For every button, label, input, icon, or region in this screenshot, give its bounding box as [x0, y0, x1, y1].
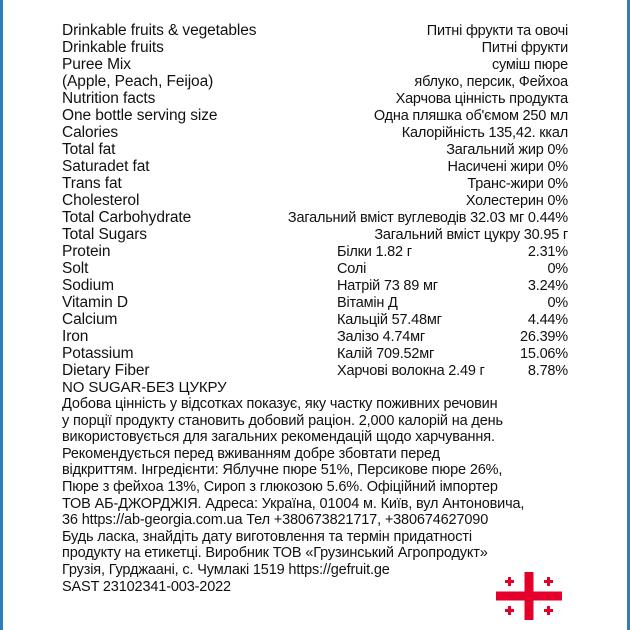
ukrainian-text: суміш пюре: [491, 57, 568, 73]
english-text: Solt: [62, 260, 89, 277]
paragraph-line: продукту на етикетці. Виробник ТОВ «Грузинський Агропродукт»: [62, 545, 488, 562]
label-row: [62, 192, 568, 209]
ukrainian-text: Насичені жири 0%: [447, 159, 568, 175]
ukrainian-text: Кальцій 57.48мг: [337, 312, 442, 328]
english-text: Vitamin D: [62, 294, 129, 311]
ukrainian-text: яблуко, персик, Фейхоа: [414, 74, 568, 90]
ukrainian-text: Натрій 73 89 мг: [337, 278, 438, 294]
ukrainian-text: Білки 1.82 г: [337, 244, 412, 260]
english-text: Calcium: [62, 311, 118, 328]
percent-value: 4.44%: [527, 312, 568, 328]
label-row: [62, 56, 568, 73]
paragraph-line: 36 https://ab-georgia.com.ua Тел +380673821717, +380674627090: [62, 512, 489, 529]
label-row: [62, 209, 568, 226]
percent-value: 8.78%: [527, 363, 568, 379]
nutrient-rows: [62, 243, 568, 379]
english-text: Total fat: [62, 141, 116, 158]
ukrainian-text: Загальний жир 0%: [446, 142, 568, 158]
paragraph-line: Пюре з фейхоа 13%, Сироп з глюкозою 5.6%. Офіційний імпортер: [62, 478, 498, 495]
paragraph-line: SAST 23102341-003-2022: [62, 578, 231, 595]
label-row: [62, 124, 568, 141]
english-text: Nutrition facts: [62, 90, 156, 107]
percent-value: 0%: [547, 261, 568, 277]
english-text: Drinkable fruits & vegetables: [62, 22, 257, 39]
percent-value: 0%: [547, 295, 568, 311]
paragraph-line: Добова цінність у відсотках показує, яку частку поживних речовин: [62, 396, 498, 412]
percent-value: 2.31%: [527, 244, 568, 260]
ukrainian-text: Холестерин 0%: [465, 193, 568, 209]
nutrient-row: [62, 277, 568, 294]
label-row: [62, 158, 568, 175]
top-rows: [62, 22, 568, 243]
english-text: Trans fat: [62, 175, 122, 192]
label-row: [62, 175, 568, 192]
georgian-flag-icon: [496, 572, 562, 620]
nutrition-label: [62, 22, 568, 595]
label-row: [62, 90, 568, 107]
english-text: Drinkable fruits: [62, 39, 164, 56]
english-text: Potassium: [62, 345, 134, 362]
left-border: [0, 0, 3, 630]
nutrient-row: [62, 328, 568, 345]
percent-value: 3.24%: [527, 278, 568, 294]
label-row: [62, 39, 568, 56]
ukrainian-text: Питні фрукти: [481, 40, 568, 56]
paragraph-line: ТОВ АБ-ДЖОРДЖІЯ. Адреса: Україна, 01004 м. Київ, вул Антоновича,: [62, 495, 525, 512]
label-row: [62, 107, 568, 124]
info-paragraph: [62, 396, 568, 595]
english-text: Protein: [62, 243, 111, 260]
paragraph-line: Грузія, Гурджаані, с. Чумлакі 1519 https://gefruit.ge: [62, 561, 390, 578]
label-row: [62, 141, 568, 158]
ukrainian-text: Харчові волокна 2.49 г: [337, 363, 485, 379]
ukrainian-text: Харчова цінність продукта: [395, 91, 568, 107]
percent-value: 26.39%: [520, 329, 568, 345]
english-text: Calories: [62, 124, 119, 141]
nutrient-row: [62, 243, 568, 260]
ukrainian-text: Одна пляшка об'ємом 250 мл: [373, 108, 568, 124]
nutrient-row: [62, 260, 568, 277]
ukrainian-text: Питні фрукти та овочі: [426, 23, 568, 39]
english-text: One bottle serving size: [62, 107, 218, 124]
nutrient-row: [62, 311, 568, 328]
english-text: (Apple, Peach, Feijoa): [62, 73, 214, 90]
english-text: Puree Mix: [62, 56, 131, 73]
paragraph-line: відкриттям. Інгредієнти: Яблучне пюре 51%, Персикове пюре 26%,: [62, 462, 503, 479]
ukrainian-text: Калорійність 135,42. ккал: [401, 125, 568, 141]
nutrient-row: [62, 294, 568, 311]
english-text: Total Sugars: [62, 226, 147, 243]
ukrainian-text: Загальний вміст цукру 30.95 г: [374, 227, 568, 243]
ukrainian-text: Транс-жири 0%: [467, 176, 568, 192]
nutrient-row: [62, 345, 568, 362]
label-row: [62, 73, 568, 90]
paragraph-line: використовується для загальних рекомендацій щодо харчування.: [62, 429, 495, 446]
label-row: [62, 226, 568, 243]
nutrient-row: [62, 362, 568, 379]
ukrainian-text: Солі: [337, 261, 367, 277]
english-text: Sodium: [62, 277, 114, 294]
english-text: Cholesterol: [62, 192, 140, 209]
english-text: Saturadet fat: [62, 158, 150, 175]
ukrainian-text: Загальний вміст вуглеводів 32.03 мг 0.44%: [287, 210, 568, 226]
no-sugar-notice: NO SUGAR-БЕЗ ЦУКРУ: [62, 379, 227, 396]
ukrainian-text: Вітамін Д: [337, 295, 398, 311]
english-text: Dietary Fiber: [62, 362, 150, 379]
paragraph-line: у порції продукту становить добовий раціон. 2,000 калорій на день: [62, 412, 503, 429]
english-text: Total Carbohydrate: [62, 209, 192, 226]
paragraph-line: Рекомендується перед вживанням добре збовтати перед: [62, 445, 440, 462]
english-text: Iron: [62, 328, 89, 345]
paragraph-line: Будь ласка, знайдіть дату виготовлення та термін придатності: [62, 528, 472, 545]
label-row: [62, 22, 568, 39]
percent-value: 15.06%: [520, 346, 568, 362]
ukrainian-text: Залізо 4.74мг: [337, 329, 425, 345]
ukrainian-text: Калій 709.52мг: [337, 346, 435, 362]
